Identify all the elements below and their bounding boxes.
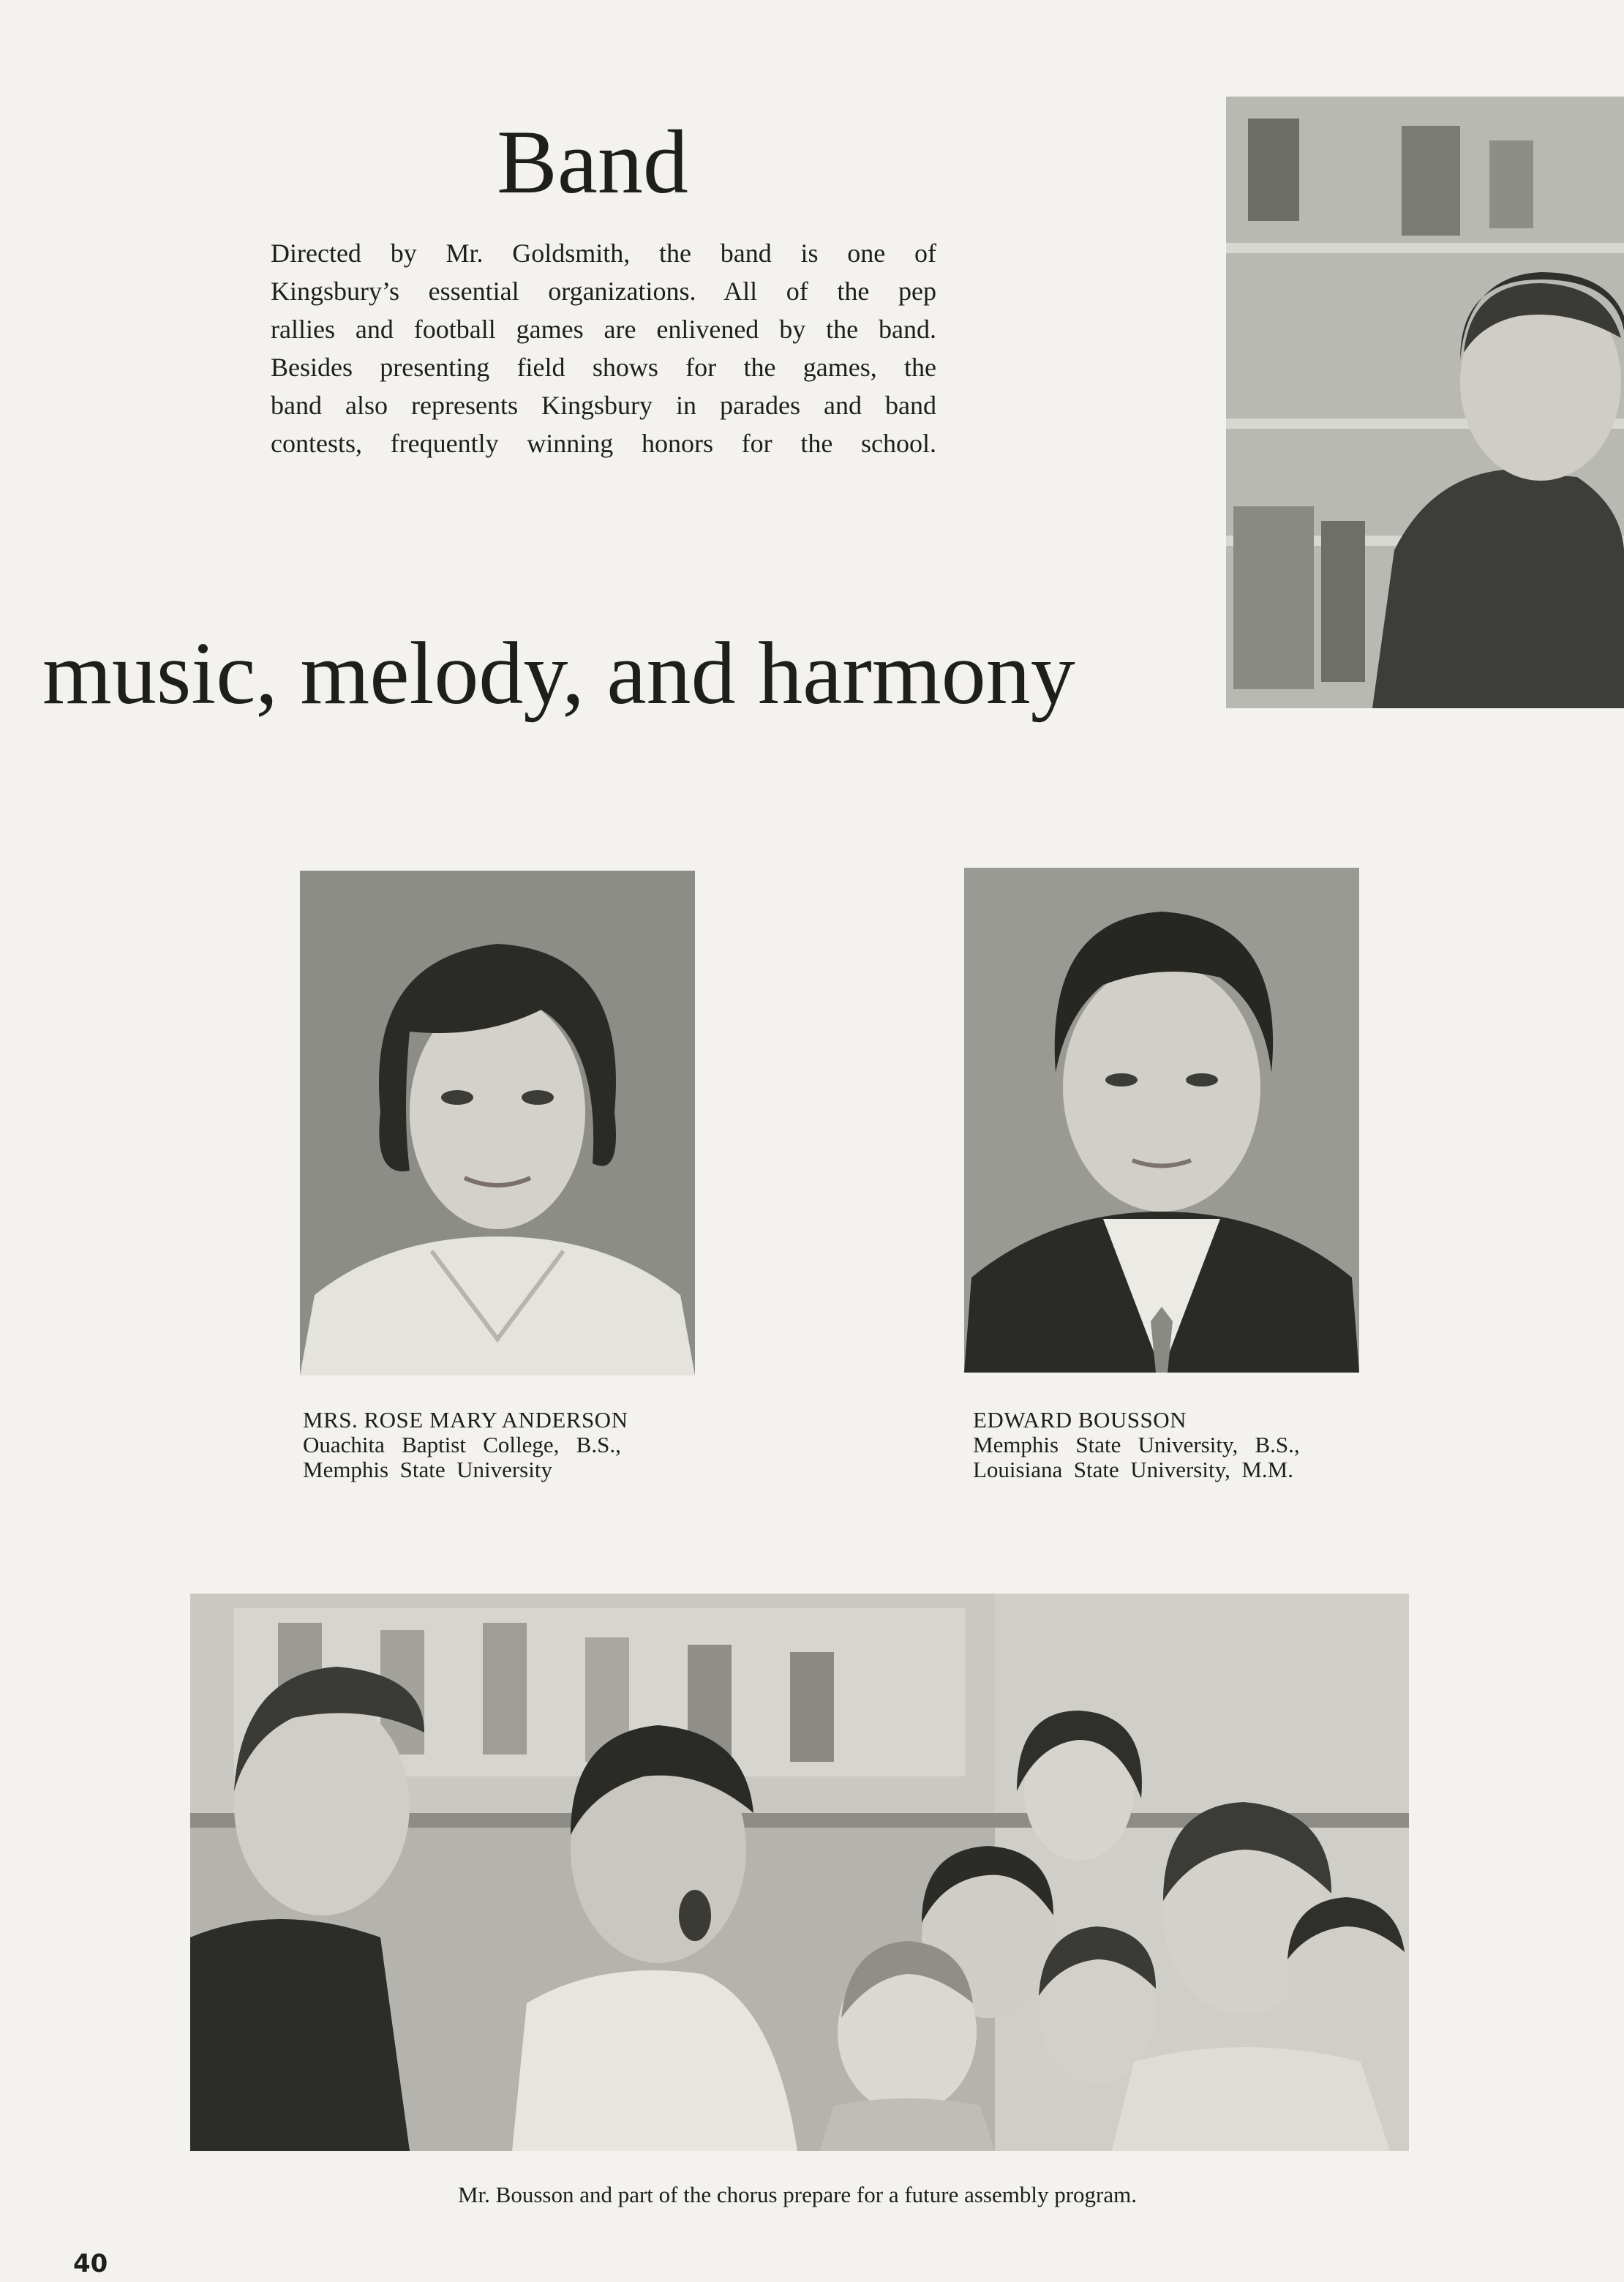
intro-line: Directed by Mr. Goldsmith, the band is one of [271,239,936,268]
portrait-bousson [964,868,1359,1373]
intro-paragraph [271,234,936,462]
faculty-degree: Memphis State University [303,1457,552,1482]
faculty-degree: Louisiana State University, M.M. [973,1457,1293,1482]
intro-line: Kingsbury’s essential organizations. All of the pep [271,277,936,306]
page-headline: music, melody, and harmony [42,624,1075,723]
faculty-degree: Memphis State University, B.S., [973,1432,1300,1457]
portrait-anderson [300,871,695,1375]
caption-bousson [973,1408,1300,1482]
section-title: Band [497,112,688,212]
photo-caption: Mr. Bousson and part of the chorus prepare for a future assembly program. [457,2182,1138,2207]
faculty-name: EDWARD BOUSSON [973,1407,1187,1433]
intro-line: Besides presenting field shows for the games, the [271,353,936,382]
faculty-name: MRS. ROSE MARY ANDERSON [303,1407,628,1433]
faculty-degree: Ouachita Baptist College, B.S., [303,1432,621,1457]
chorus-photo [190,1594,1409,2151]
intro-line: band also represents Kingsbury in parades and band [271,391,936,420]
page-number: 40 [73,2249,108,2278]
intro-line: contests, frequently winning honors for the school. [271,429,936,458]
student-photo [1226,97,1624,708]
caption-anderson [303,1408,628,1482]
intro-line: rallies and football games are enlivened by the band. [271,315,936,344]
